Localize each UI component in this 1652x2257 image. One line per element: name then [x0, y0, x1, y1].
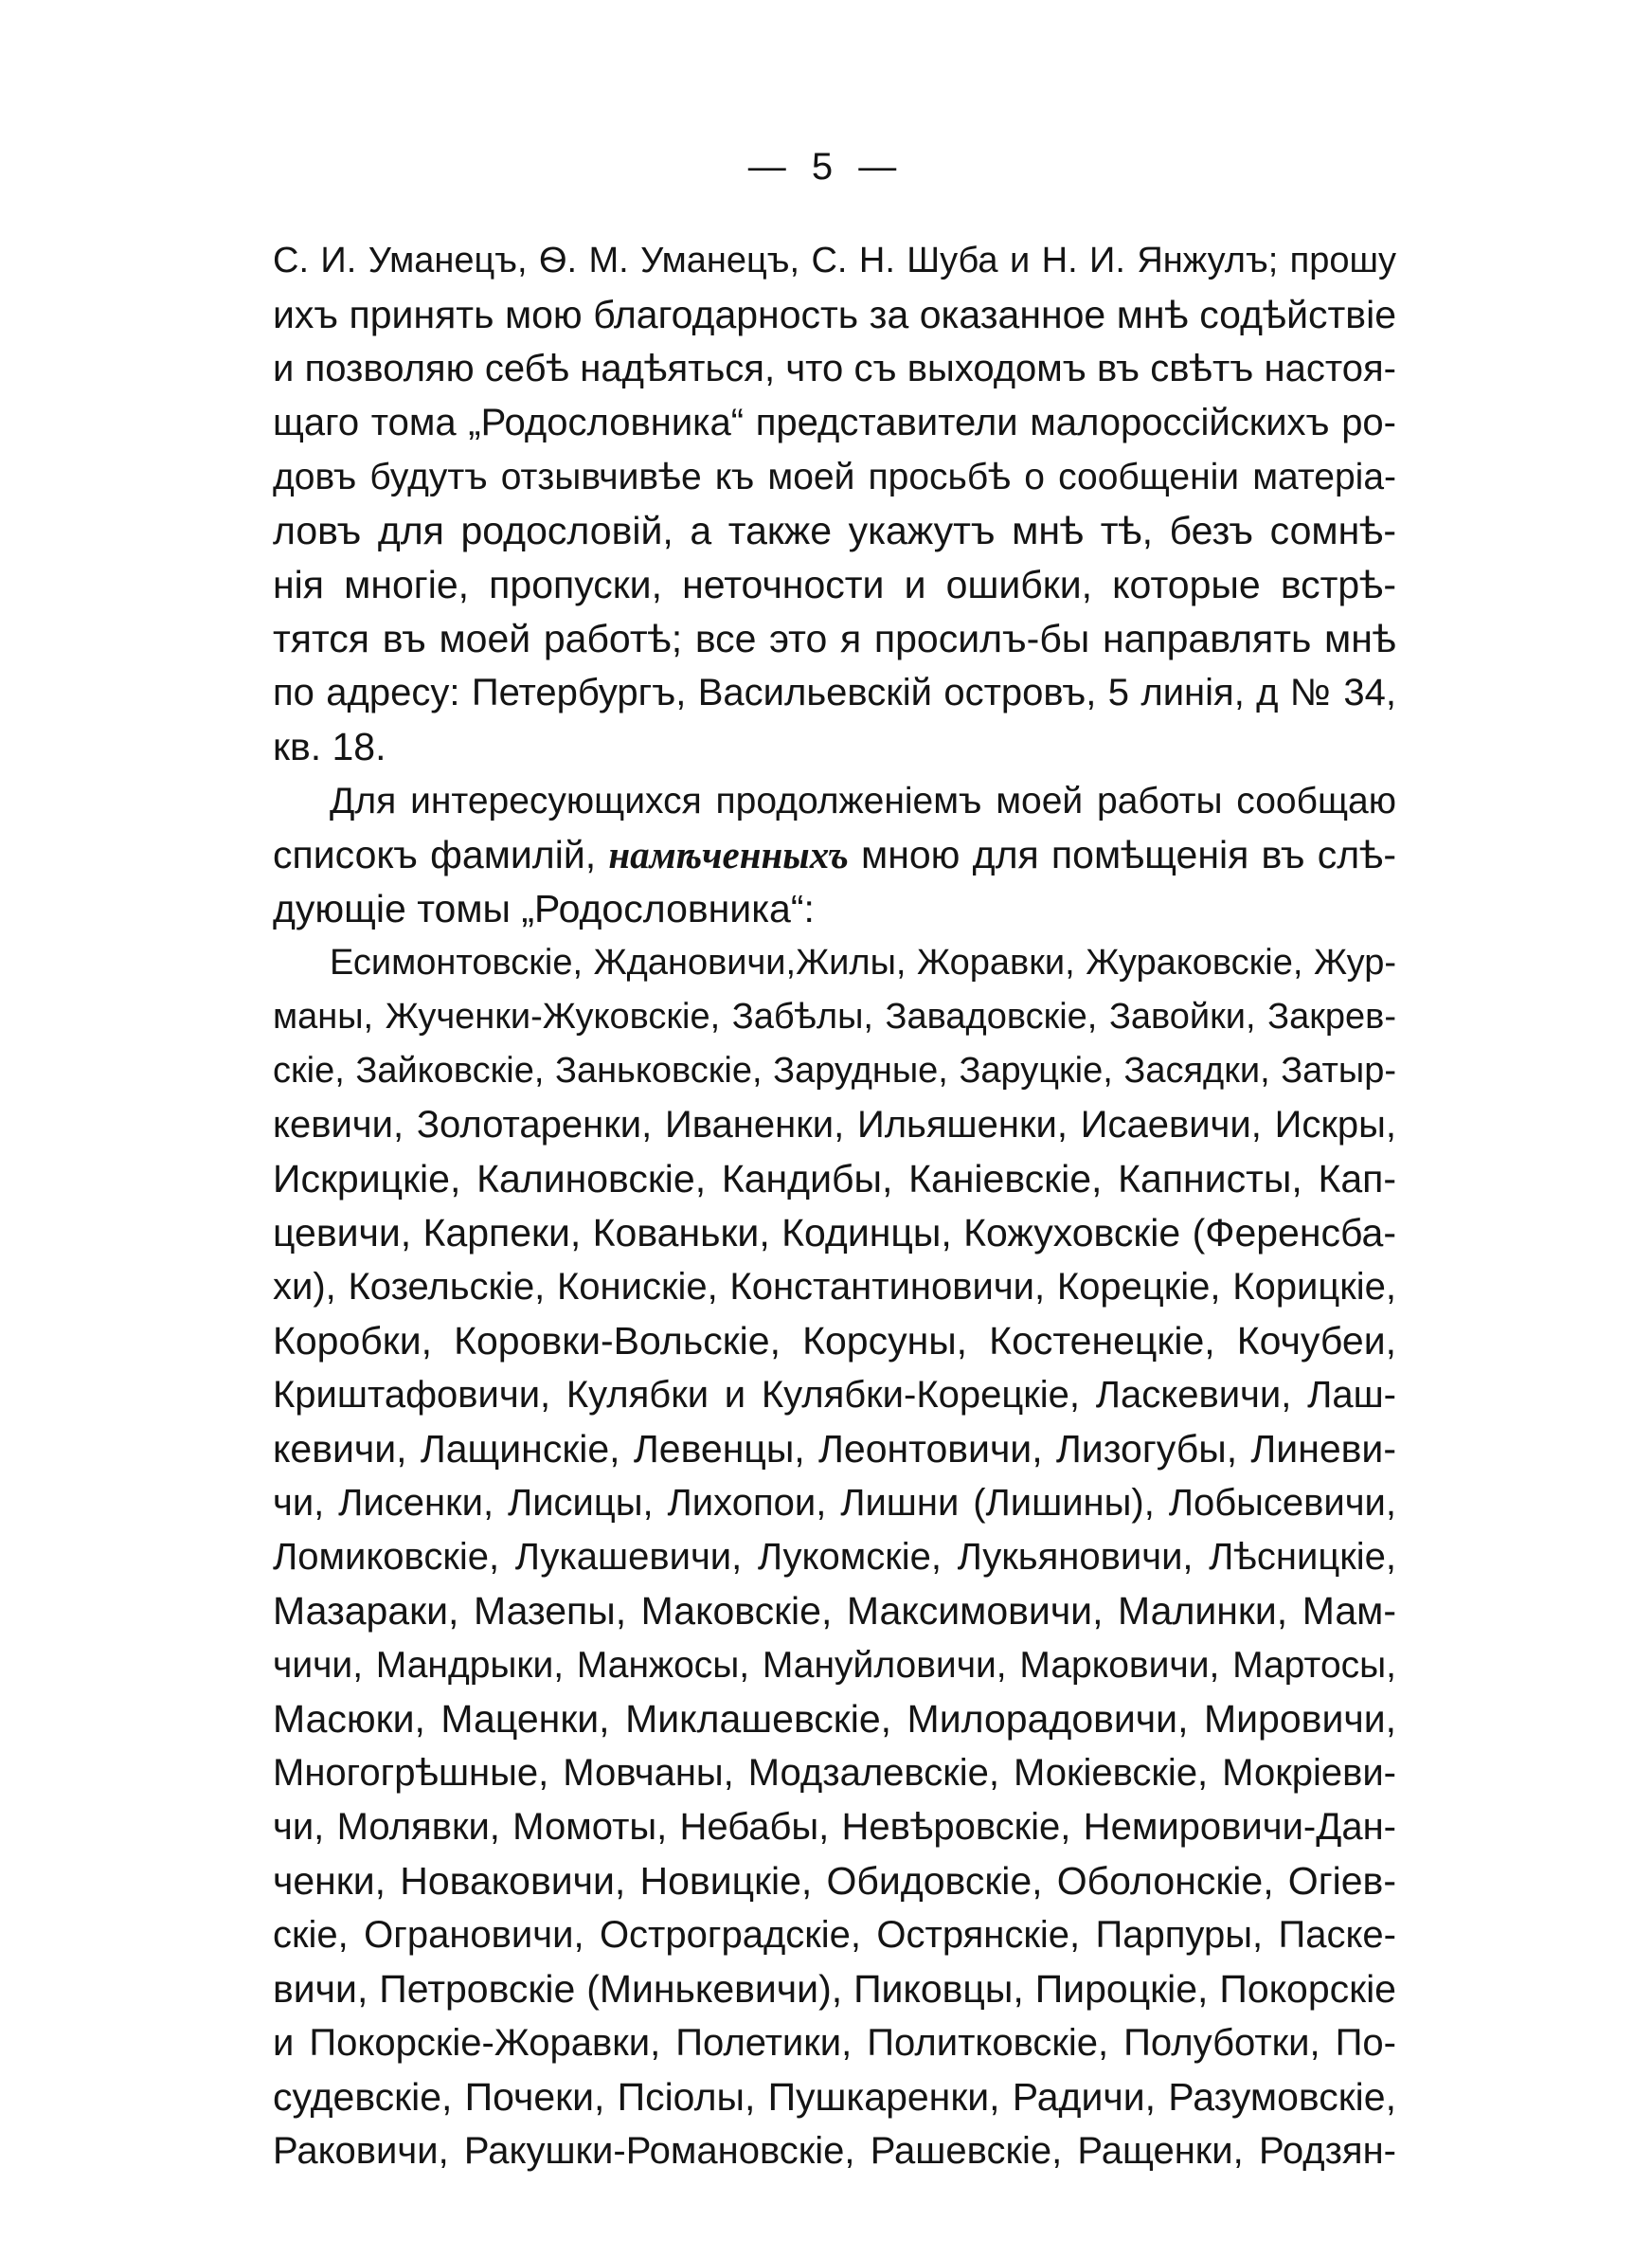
- text-line: скіе, Зайковскіе, Заньковскіе, Зарудные, Заруцкіе, Засядки, Затыр-: [273, 1051, 1396, 1091]
- text-line: ловъ для родословій, а также укажутъ мнѣ тѣ, безъ сомнѣ-: [273, 509, 1396, 552]
- text-fragment: мною для помѣщенія въ слѣ-: [848, 833, 1396, 876]
- text-line: Мазараки, Мазепы, Маковскіе, Максимовичи, Малинки, Мам-: [273, 1589, 1396, 1633]
- text-line: тятся въ моей работѣ; все это я просилъ-бы направлять мнѣ: [273, 617, 1396, 660]
- text-line: Ломиковскіе, Лукашевичи, Лукомскіе, Лукьяновичи, Лѣсницкіе,: [273, 1536, 1396, 1578]
- text-line: Коробки, Коровки-Вольскіе, Корсуны, Костенецкіе, Кочубеи,: [273, 1319, 1396, 1363]
- text-line: довъ будутъ отзывчивѣе къ моей просьбѣ о сообщеніи матеріа-: [273, 457, 1396, 497]
- text-line: по адресу: Петербургъ, Васильевскій островъ, 5 линія, д № 34,: [273, 672, 1396, 713]
- text-line: хи), Козельскіе, Конискіе, Константиновичи, Корецкіе, Корицкіе,: [273, 1266, 1396, 1308]
- text-line: Многогрѣшные, Мовчаны, Модзалевскіе, Мокіевскіе, Мокріеви-: [273, 1752, 1396, 1794]
- text-line: Искрицкіе, Калиновскіе, Кандибы, Каніевскіе, Капнисты, Кап-: [273, 1157, 1396, 1201]
- text-line: судевскіе, Почеки, Псіолы, Пушкаренки, Радичи, Разумовскіе,: [273, 2075, 1396, 2119]
- text-line: чи, Молявки, Момоты, Небабы, Невѣровскіе, Немировичи-Дан-: [273, 1806, 1396, 1848]
- text-line: Есимонтовскіе, Ждановичи,Жилы, Жоравки, Жураковскіе, Жур-: [330, 943, 1396, 983]
- page-number: — 5 —: [747, 146, 905, 188]
- text-line-with-emphasis: [273, 828, 1396, 882]
- text-line: чи, Лисенки, Лисицы, Лихопои, Лишни (Лишины), Лобысевичи,: [273, 1482, 1396, 1524]
- text-line: и Покорскіе-Жоравки, Полетики, Политковскіе, Полуботки, По-: [273, 2022, 1396, 2064]
- text-line: С. И. Уманецъ, Ѳ. М. Уманецъ, С. Н. Шуба и Н. И. Янжулъ; прошу: [273, 241, 1396, 280]
- text-line: цевичи, Карпеки, Кованьки, Кодинцы, Кожуховскіе (Ференсба-: [273, 1211, 1396, 1255]
- text-line: Масюки, Маценки, Миклашевскіе, Милорадовичи, Мировичи,: [273, 1697, 1396, 1741]
- text-line: чичи, Мандрыки, Манжосы, Мануйловичи, Марковичи, Мартосы,: [273, 1645, 1396, 1686]
- text-line: кевичи, Золотаренки, Иваненки, Ильяшенки, Исаевичи, Искры,: [273, 1104, 1396, 1146]
- text-line: и позволяю себѣ надѣяться, что съ выходомъ въ свѣтъ настоя-: [273, 348, 1396, 389]
- text-line: Для интересующихся продолженіемъ моей работы сообщаю: [330, 781, 1396, 822]
- emphasized-word: намѣченныхъ: [608, 833, 849, 876]
- text-line: дующіе томы „Родословника“:: [273, 887, 815, 930]
- text-line: кевичи, Лащинскіе, Левенцы, Леонтовичи, Лизогубы, Линеви-: [273, 1427, 1396, 1471]
- text-line: нія многіе, пропуски, неточности и ошибки, которые встрѣ-: [273, 563, 1396, 606]
- text-fragment: списокъ фамилій,: [273, 833, 609, 876]
- text-line: вичи, Петровскіе (Минькевичи), Пиковцы, Пироцкіе, Покорскіе: [273, 1967, 1396, 2011]
- text-line: щаго тома „Родословника“ представители малороссійскихъ ро-: [273, 402, 1396, 443]
- text-line: скіе, Ограновичи, Остроградскіе, Острянскіе, Парпуры, Паске-: [273, 1914, 1396, 1956]
- text-line: кв. 18.: [273, 725, 386, 768]
- text-line: Раковичи, Ракушки-Романовскіе, Рашевскіе, Ращенки, Родзян-: [273, 2130, 1396, 2172]
- body-text: [273, 234, 1396, 2178]
- text-line: ихъ принять мою благодарность за оказанное мнѣ содѣйствіе: [273, 293, 1396, 336]
- text-line: ченки, Новаковичи, Новицкіе, Обидовскіе, Оболонскіе, Огіев-: [273, 1859, 1396, 1903]
- text-line: маны, Жученки-Жуковскіе, Забѣлы, Завадовскіе, Завойки, Закрев-: [273, 997, 1396, 1037]
- text-line: Криштафовичи, Кулябки и Кулябки-Корецкіе, Ласкевичи, Лаш-: [273, 1374, 1396, 1416]
